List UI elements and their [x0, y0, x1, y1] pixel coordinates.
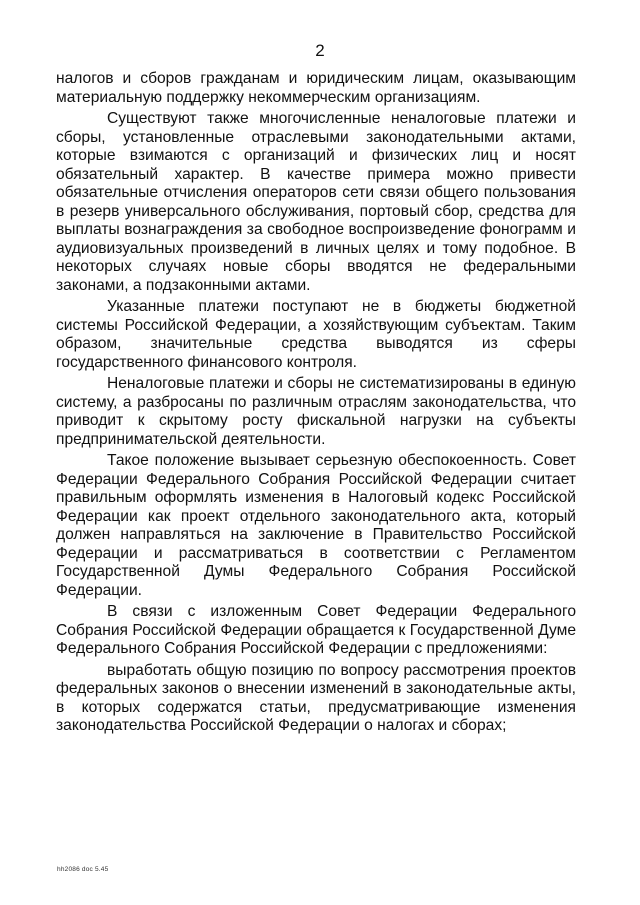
page-number: 2: [315, 41, 325, 60]
paragraph-6: В связи с изложенным Совет Федерации Федерального Собрания Российской Федерации обращается к Государственной Думе Федерального Собрания Российской Федерации с предложениями:: [56, 603, 576, 657]
document-footer-code: hh2086 doc 5.45: [57, 866, 109, 873]
paragraph-2: Существуют также многочисленные неналоговые платежи и сборы, установленные отраслевыми законодательными актами, которые взимаются с организаций и физических лиц и носят обязательный характер. В качестве примера можно привести обязательные отчисления операторов сети связи общего пользования в резерв универсального обслуживания, портовый сбор, средства для выплаты вознаграждения за свободное воспроизведение фонограмм и аудиовизуальных произведений в личных целях и тому подобное. В некоторых случаях новые сборы вводятся не федеральными законами, а подзаконными актами.: [56, 110, 576, 294]
paragraph-5: Такое положение вызывает серьезную обеспокоенность. Совет Федерации Федерального Собрания Российской Федерации считает правильным оформлять изменения в Налоговый кодекс Российской Федерации как проект отдельного законодательного акта, который должен направляться на заключение в Правительство Российской Федерации и рассматриваться в соответствии с Регламентом Государственной Думы Федерального Собрания Российской Федерации.: [56, 452, 576, 599]
paragraph-4: Неналоговые платежи и сборы не систематизированы в единую систему, а разбросаны по различным отраслям законодательства, что приводит к скрытому росту фискальной нагрузки на субъекты предпринимательской деятельности.: [56, 375, 576, 448]
document-body: [56, 70, 576, 739]
paragraph-7-proposal: выработать общую позицию по вопросу рассмотрения проектов федеральных законов о внесении изменений в законодательные акты, в которых содержатся статьи, предусматривающие изменения законодательства Российской Федерации о налогах и сборах;: [56, 661, 576, 734]
paragraph-1-continuation: налогов и сборов гражданам и юридическим лицам, оказывающим материальную поддержку некоммерческим организациям.: [56, 70, 576, 106]
paragraph-3: Указанные платежи поступают не в бюджеты бюджетной системы Российской Федерации, а хозяйствующим субъектам. Таким образом, значительные средства выводятся из сферы государственного финансового контроля.: [56, 298, 576, 371]
